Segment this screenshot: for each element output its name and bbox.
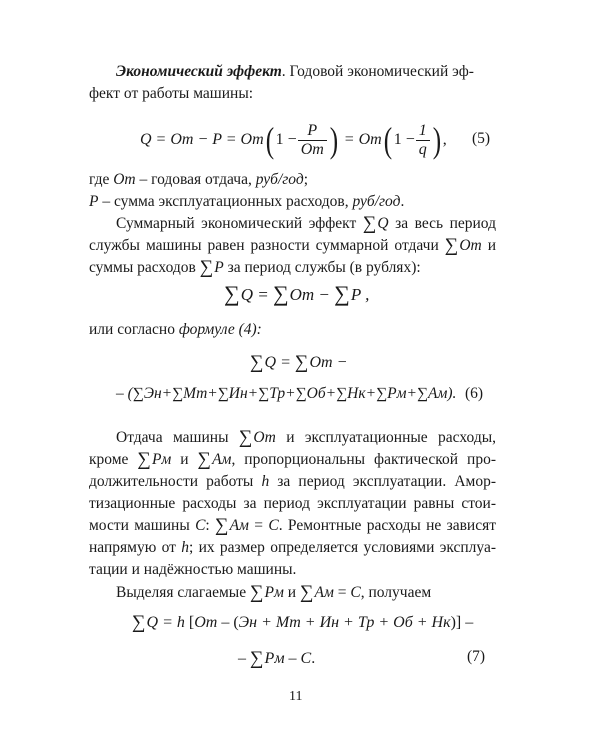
para3-line2: кроме ∑Рм и ∑Ам, пропорциональны фактической про- <box>89 449 496 470</box>
formula-7-line2: – ∑Рм – С. <box>238 648 316 669</box>
para1-line1: Экономический эффект. Годовой экономический эф- <box>116 63 474 80</box>
para3-line4: тизационные расходы за период эксплуатации равны стои- <box>89 495 496 512</box>
para2-line1: Суммарный экономический эффект ∑Q за весь период <box>116 213 496 234</box>
equation-number-6: (6) <box>465 385 484 402</box>
para2-line3: суммы расходов ∑P за период службы (в рублях): <box>89 257 421 278</box>
formula-6-line1: ∑Q = ∑Om − <box>250 352 348 373</box>
para3-line7: тации и надёжностью машины. <box>89 561 297 578</box>
para4-line1: Выделяя слагаемые ∑Рм и ∑Ам = С, получаем <box>116 582 432 603</box>
def-line1: где Om – годовая отдача, руб/год; <box>89 171 309 188</box>
formula-7-line1: ∑Q = h [Om – (Эн + Мт + Ин + Тр + Об + Нк)] – <box>132 612 474 633</box>
para1-line2: фект от работы машины: <box>89 85 254 102</box>
formula-5: Q = Om − P = Om( 1 − $\frac{P}{Om}$ ) = Om( 1 − $\frac{1}{q}$ ) , <box>140 120 447 161</box>
def-line2: P – сумма эксплуатационных расходов, руб/год. <box>89 193 405 210</box>
reference-line: или согласно формуле (4): <box>89 321 262 338</box>
fraction-1-over-q: $\frac{1}{q}$ <box>416 122 430 159</box>
formula-sum: ∑Q = ∑Om − ∑P , <box>224 281 370 306</box>
para3-line5: мости машины С: ∑Ам = С. Ремонтные расходы не зависят <box>89 515 497 536</box>
para3-line6: напрямую от h; их размер определяется условиями эксплуа- <box>89 539 497 556</box>
para2-line2: службы машины равен разности суммарной отдачи ∑Om и <box>89 235 497 256</box>
page-number: 11 <box>289 689 303 704</box>
para3-line1: Отдача машины ∑Om и эксплуатационные расходы, <box>116 427 496 448</box>
fraction-p-over-om: $\frac{P}{Om}$ <box>298 122 327 159</box>
para3-line3: должительности работы h за период эксплуатации. Амор- <box>89 473 496 490</box>
equation-number-7: (7) <box>467 648 486 665</box>
section-heading: Экономический эффект <box>116 63 282 80</box>
equation-number-5: (5) <box>472 130 491 147</box>
formula-reference: формуле (4): <box>178 321 262 338</box>
formula-6-line2: – (∑Эн+∑Мт+∑Ин+∑Тр+∑Об+∑Нк+∑Рм+∑Ам). <box>116 385 457 402</box>
